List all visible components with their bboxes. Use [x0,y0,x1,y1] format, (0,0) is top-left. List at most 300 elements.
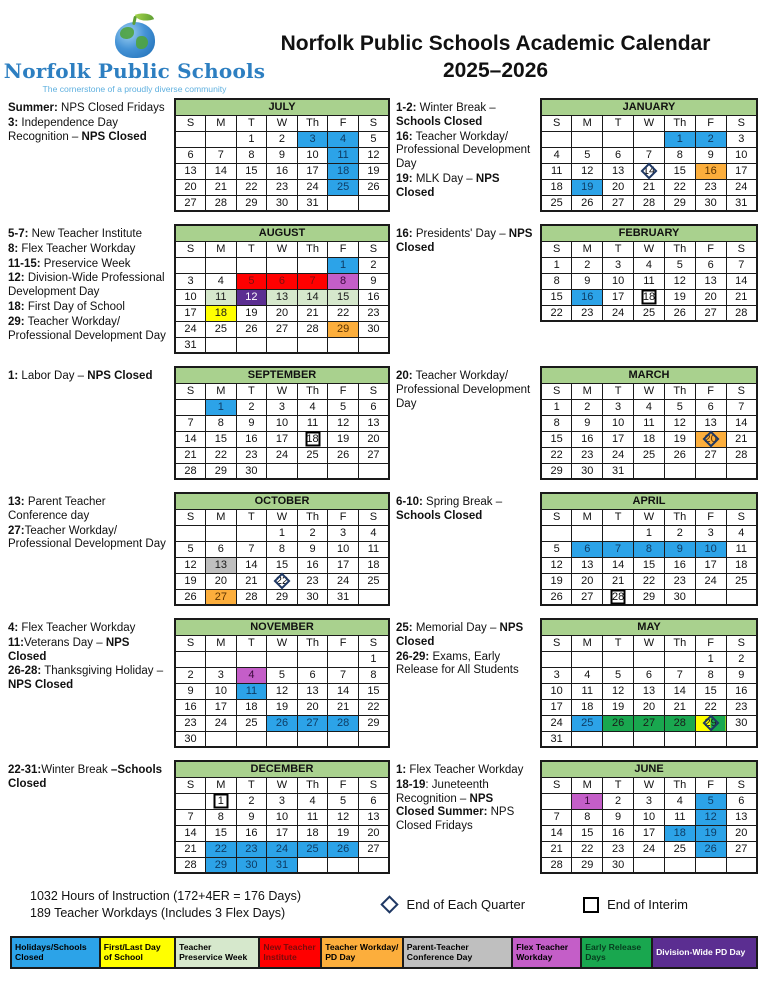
day-cell: 31 [328,589,359,605]
calendar-grid [0,96,768,874]
day-cell: 25 [328,179,359,195]
day-cell: 12 [695,809,726,825]
day-cell: 26 [358,179,389,195]
day-cell: 3 [206,667,237,683]
quarter-diamond-icon [702,715,719,732]
weekday-header: S [175,635,206,651]
empty-cell [297,857,328,873]
day-cell: 7 [541,809,572,825]
day-cell: 28 [603,589,634,605]
calendar-january [540,98,758,212]
empty-cell [297,337,328,353]
empty-cell [328,337,359,353]
note: 6-10: Spring Break – Schools Closed [396,496,503,522]
calendar-july [174,98,390,212]
day-cell: 23 [297,573,328,589]
legend-item: Division-Wide PD Day [653,938,756,967]
day-cell: 8 [267,541,298,557]
day-cell: 23 [358,305,389,321]
day-cell: 5 [664,399,695,415]
empty-cell [664,463,695,479]
day-cell: 12 [572,163,603,179]
day-cell: 2 [236,399,267,415]
weekday-header: S [541,115,572,131]
calendar-row [8,366,757,480]
empty-cell [358,857,389,873]
day-cell: 14 [541,825,572,841]
day-cell: 28 [297,321,328,337]
weekday-header: F [695,635,726,651]
weekday-header: Th [664,241,695,257]
day-cell: 1 [634,525,665,541]
empty-cell [328,857,359,873]
empty-cell [572,651,603,667]
weekday-header: T [236,509,267,525]
day-cell: 6 [634,667,665,683]
empty-cell [634,651,665,667]
day-cell: 23 [572,447,603,463]
day-cell: 3 [267,793,298,809]
day-cell: 8 [695,667,726,683]
day-cell: 5 [175,541,206,557]
day-cell: 28 [726,447,757,463]
calendar-may [540,618,758,748]
day-cell: 26 [664,447,695,463]
day-cell: 7 [664,667,695,683]
day-cell: 24 [541,715,572,731]
day-cell: 29 [236,195,267,211]
day-cell: 28 [175,857,206,873]
empty-cell [267,463,298,479]
weekday-header: Th [297,241,328,257]
legend-item: Teacher Workday/ PD Day [322,938,404,967]
notes-left [8,98,168,145]
day-cell: 29 [695,715,726,731]
empty-cell [236,337,267,353]
day-cell: 29 [572,857,603,873]
day-cell: 15 [541,289,572,305]
day-cell: 15 [206,825,237,841]
day-cell: 27 [695,447,726,463]
weekday-header: S [541,777,572,793]
day-cell: 23 [664,573,695,589]
day-cell: 1 [328,257,359,273]
day-cell: 6 [603,147,634,163]
day-cell: 16 [236,825,267,841]
day-cell: 26 [541,589,572,605]
weekday-header: Th [664,383,695,399]
day-cell: 9 [572,415,603,431]
day-cell: 3 [175,273,206,289]
weekday-header: W [267,777,298,793]
empty-cell [236,651,267,667]
day-cell: 7 [175,415,206,431]
day-cell: 18 [634,289,665,305]
day-cell: 9 [236,809,267,825]
legend-item: New Teacher Institute [260,938,322,967]
weekday-header: S [726,241,757,257]
title-line-1: Norfolk Public Schools Academic Calendar [280,32,711,55]
weekday-header: M [206,383,237,399]
empty-cell [541,131,572,147]
day-cell: 23 [695,179,726,195]
weekday-header: F [328,509,359,525]
calendar-june [540,760,758,874]
day-cell: 11 [541,163,572,179]
day-cell: 2 [726,651,757,667]
day-cell: 11 [634,415,665,431]
calendar-row [8,98,757,212]
day-cell: 27 [572,589,603,605]
day-cell: 14 [664,683,695,699]
day-cell: 16 [297,557,328,573]
quarter-diamond-icon [380,896,398,914]
day-cell: 12 [328,809,359,825]
day-cell: 6 [572,541,603,557]
empty-cell [328,195,359,211]
day-cell: 31 [541,731,572,747]
weekday-header: F [328,241,359,257]
weekday-header: Th [297,115,328,131]
quarter-diamond-icon [702,431,719,448]
day-cell: 9 [572,273,603,289]
notes-middle [396,492,534,525]
month-slot-left [174,760,390,874]
day-cell: 21 [726,289,757,305]
day-cell: 9 [603,809,634,825]
weekday-header: W [634,635,665,651]
day-cell: 17 [267,431,298,447]
weekday-header: T [236,241,267,257]
empty-cell [358,463,389,479]
day-cell: 6 [695,399,726,415]
weekday-header: W [634,383,665,399]
day-cell: 21 [634,179,665,195]
day-cell: 26 [175,589,206,605]
day-cell: 3 [603,399,634,415]
day-cell: 7 [328,667,359,683]
day-cell: 28 [175,463,206,479]
weekday-header: S [175,115,206,131]
day-cell: 3 [695,525,726,541]
weekday-header: S [541,383,572,399]
day-cell: 21 [328,699,359,715]
quarter-diamond-icon [273,573,290,590]
day-cell: 3 [603,257,634,273]
weekday-header: M [206,241,237,257]
day-cell: 30 [358,321,389,337]
day-cell: 18 [297,431,328,447]
day-cell: 19 [358,163,389,179]
day-cell: 27 [726,841,757,857]
day-cell: 25 [664,841,695,857]
empty-cell [267,337,298,353]
day-cell: 12 [236,289,267,305]
day-cell: 22 [541,447,572,463]
day-cell: 17 [297,163,328,179]
day-cell: 18 [206,305,237,321]
day-cell: 31 [267,857,298,873]
day-cell: 20 [358,825,389,841]
day-cell: 18 [358,557,389,573]
day-cell: 4 [297,793,328,809]
empty-cell [297,463,328,479]
empty-cell [603,525,634,541]
weekday-header: W [267,115,298,131]
empty-cell [634,463,665,479]
day-cell: 21 [297,305,328,321]
day-cell: 20 [267,305,298,321]
day-cell: 22 [634,573,665,589]
day-cell: 28 [634,195,665,211]
day-cell: 12 [358,147,389,163]
day-cell: 1 [236,131,267,147]
day-cell: 25 [297,841,328,857]
hours-of-instruction: 1032 Hours of Instruction (172+4ER = 176 Days) [30,889,301,903]
empty-cell [572,525,603,541]
day-cell: 16 [603,825,634,841]
day-cell: 1 [206,793,237,809]
day-cell: 13 [634,683,665,699]
interim-square-icon [583,897,599,913]
day-cell: 17 [695,557,726,573]
day-cell: 13 [206,557,237,573]
legend-item: Teacher Preservice Week [176,938,260,967]
day-cell: 10 [634,809,665,825]
day-cell: 10 [695,541,726,557]
day-cell: 8 [634,541,665,557]
day-cell: 10 [297,147,328,163]
notes-middle [396,618,534,679]
empty-cell [603,131,634,147]
day-cell: 17 [267,825,298,841]
day-cell: 22 [358,699,389,715]
month-slot-right [540,224,758,322]
day-cell: 25 [297,447,328,463]
day-cell: 5 [358,131,389,147]
day-cell: 12 [267,683,298,699]
empty-cell [206,337,237,353]
month-slot-right [540,492,758,606]
day-cell: 9 [726,667,757,683]
day-cell: 22 [541,305,572,321]
teacher-workdays: 189 Teacher Workdays (Includes 3 Flex Days) [30,905,286,920]
day-cell: 2 [236,793,267,809]
weekday-header: W [267,241,298,257]
day-cell: 8 [664,147,695,163]
weekday-header: S [726,383,757,399]
day-cell: 5 [236,273,267,289]
calendar-december [174,760,390,874]
day-cell: 29 [358,715,389,731]
empty-cell [297,257,328,273]
day-cell: 12 [328,415,359,431]
day-cell: 26 [328,841,359,857]
day-cell: 26 [572,195,603,211]
weekday-header: S [175,241,206,257]
weekday-header: F [328,777,359,793]
notes-middle [396,760,534,835]
day-cell: 31 [297,195,328,211]
empty-cell [206,731,237,747]
day-cell: 6 [358,399,389,415]
note: 27:Teacher Workday/ Professional Development Day [8,524,166,551]
day-cell: 23 [236,841,267,857]
weekday-header: T [236,383,267,399]
day-cell: 24 [634,841,665,857]
day-cell: 13 [603,163,634,179]
empty-cell [541,793,572,809]
day-cell: 13 [695,415,726,431]
empty-cell [267,257,298,273]
day-cell: 3 [267,399,298,415]
calendar-row [8,760,757,874]
weekday-header: T [603,777,634,793]
day-cell: 1 [267,525,298,541]
interim-square-icon [611,589,626,604]
day-cell: 16 [358,289,389,305]
day-cell: 10 [267,415,298,431]
day-cell: 12 [664,415,695,431]
empty-cell [634,857,665,873]
note: 1: Flex Teacher Workday [396,764,524,776]
day-cell: 8 [328,273,359,289]
weekday-header: S [358,635,389,651]
instruction-stats [30,888,301,922]
weekday-header: S [726,115,757,131]
day-cell: 21 [726,431,757,447]
day-cell: 24 [206,715,237,731]
day-cell: 15 [267,557,298,573]
day-cell: 16 [695,163,726,179]
weekday-header: F [695,777,726,793]
day-cell: 22 [206,447,237,463]
day-cell: 4 [634,399,665,415]
day-cell: 24 [695,573,726,589]
weekday-header: M [206,777,237,793]
day-cell: 15 [358,683,389,699]
day-cell: 22 [328,305,359,321]
day-cell: 2 [664,525,695,541]
month-slot-left [174,618,390,748]
day-cell: 17 [328,557,359,573]
day-cell: 8 [572,809,603,825]
notes-middle [396,224,534,257]
day-cell: 3 [328,525,359,541]
month-title: SEPTEMBER [175,367,389,383]
page-title [247,14,758,85]
empty-cell [236,731,267,747]
weekday-header: M [572,635,603,651]
day-cell: 22 [664,179,695,195]
day-cell: 21 [175,447,206,463]
calendar-october [174,492,390,606]
day-cell: 19 [328,431,359,447]
empty-cell [695,731,726,747]
day-cell: 25 [541,195,572,211]
weekday-header: F [328,383,359,399]
empty-cell [358,195,389,211]
day-cell: 28 [541,857,572,873]
day-cell: 3 [541,667,572,683]
weekday-header: S [726,635,757,651]
day-cell: 28 [726,305,757,321]
day-cell: 15 [541,431,572,447]
note: 4: Flex Teacher Workday [8,622,136,634]
day-cell: 22 [267,573,298,589]
day-cell: 20 [175,179,206,195]
day-cell: 30 [572,463,603,479]
weekday-header: Th [664,115,695,131]
weekday-header: T [603,383,634,399]
day-cell: 11 [328,147,359,163]
note: 13: Parent Teacher Conference day [8,496,106,522]
empty-cell [236,525,267,541]
day-cell: 22 [206,841,237,857]
day-cell: 18 [297,825,328,841]
note: 20: Teacher Workday/ Professional Development Day [396,370,531,410]
day-cell: 12 [603,683,634,699]
day-cell: 28 [236,589,267,605]
day-cell: 19 [603,699,634,715]
day-cell: 1 [358,651,389,667]
day-cell: 27 [358,447,389,463]
day-cell: 13 [267,289,298,305]
weekday-header: F [695,115,726,131]
empty-cell [726,857,757,873]
day-cell: 14 [603,557,634,573]
day-cell: 18 [634,431,665,447]
day-cell: 30 [236,463,267,479]
day-cell: 15 [236,163,267,179]
day-cell: 16 [572,431,603,447]
calendar-april [540,492,758,606]
empty-cell [206,651,237,667]
day-cell: 13 [695,273,726,289]
weekday-header: S [726,509,757,525]
day-cell: 27 [297,715,328,731]
day-cell: 26 [664,305,695,321]
legend-item: Parent-Teacher Conference Day [404,938,513,967]
interim-key [583,897,688,913]
logo-name: Norfolk Public Schools [3,59,266,83]
empty-cell [328,731,359,747]
day-cell: 5 [328,399,359,415]
empty-cell [175,399,206,415]
day-cell: 29 [634,589,665,605]
day-cell: 10 [726,147,757,163]
day-cell: 29 [541,463,572,479]
day-cell: 4 [541,147,572,163]
day-cell: 23 [572,305,603,321]
day-cell: 10 [328,541,359,557]
month-title: JANUARY [541,99,757,115]
empty-cell [236,257,267,273]
calendar-row [8,492,757,606]
day-cell: 20 [695,431,726,447]
day-cell: 10 [267,809,298,825]
calendar-november [174,618,390,748]
empty-cell [297,651,328,667]
day-cell: 20 [358,431,389,447]
day-cell: 25 [726,573,757,589]
day-cell: 1 [664,131,695,147]
weekday-header: F [695,241,726,257]
day-cell: 2 [358,257,389,273]
day-cell: 27 [358,841,389,857]
empty-cell [664,731,695,747]
day-cell: 16 [664,557,695,573]
